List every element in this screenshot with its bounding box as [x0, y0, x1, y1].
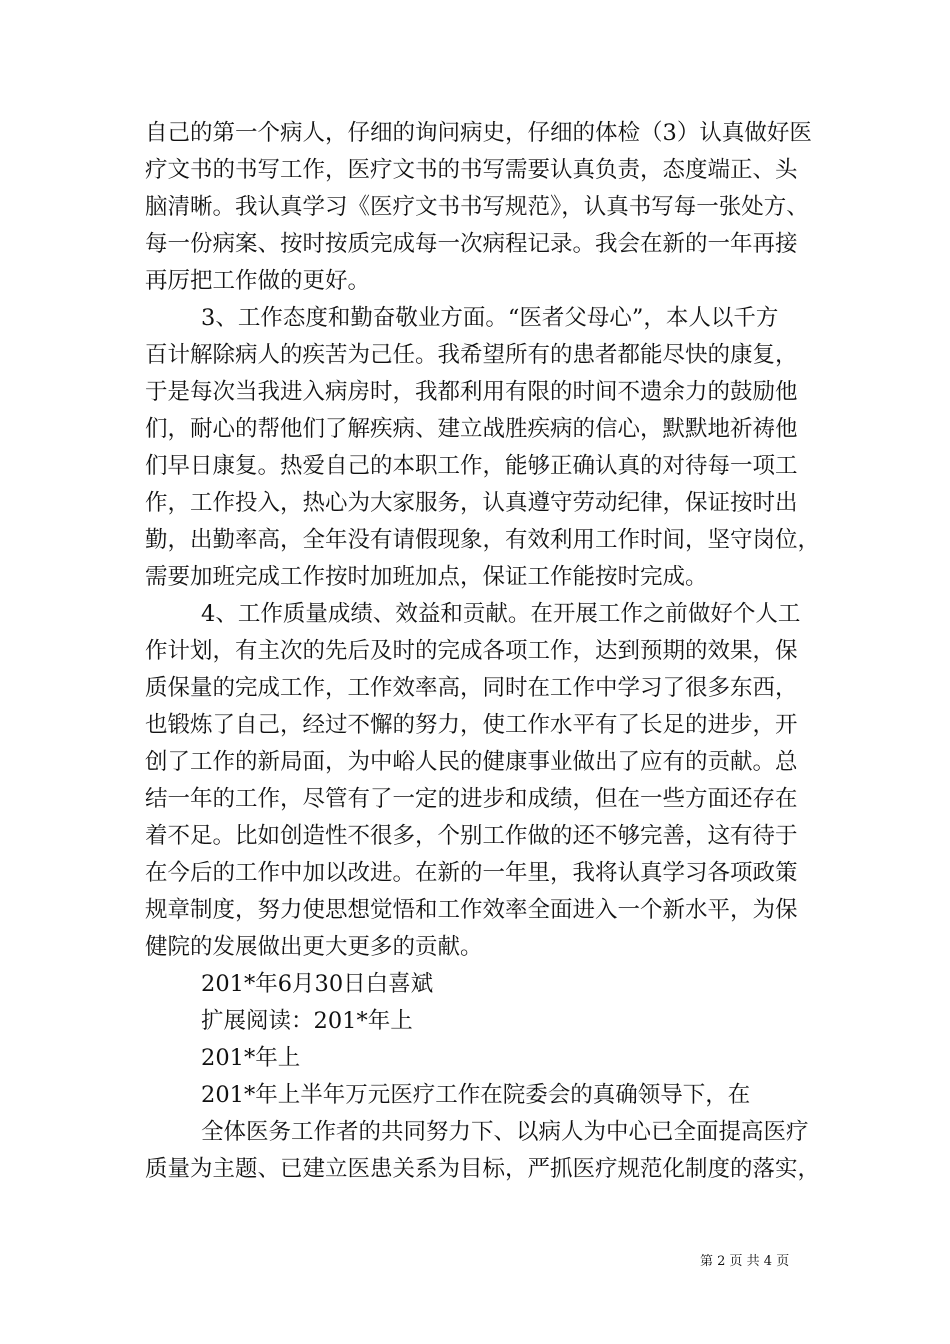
text-line: 百计解除病人的疾苦为己任。我希望所有的患者都能尽快的康复，: [145, 342, 798, 368]
text-line: 着不足。比如创造性不很多，个别工作做的还不够完善，这有待于: [145, 823, 798, 849]
text-line: 自己的第一个病人，仔细的询问病史，仔细的体检（3）认真做好医: [145, 120, 812, 146]
text-line: 在今后的工作中加以改进。在新的一年里，我将认真学习各项政策: [145, 860, 798, 886]
text-line: 结一年的工作，尽管有了一定的进步和成绩，但在一些方面还存在: [145, 786, 798, 812]
text-line: 疗文书的书写工作，医疗文书的书写需要认真负责，态度端正、头: [145, 157, 798, 183]
text-line: 需要加班完成工作按时加班加点，保证工作能按时完成。: [145, 564, 708, 590]
text-line: 们，耐心的帮他们了解疾病、建立战胜疾病的信心，默默地祈祷他: [145, 416, 798, 442]
text-line: 于是每次当我进入病房时，我都利用有限的时间不遗余力的鼓励他: [145, 379, 798, 405]
text-line: 201*年上半年万元医疗工作在院委会的真确领导下，在: [201, 1082, 751, 1108]
text-line: 再厉把工作做的更好。: [145, 268, 371, 294]
text-line: 全体医务工作者的共同努力下、以病人为中心已全面提高医疗: [201, 1119, 809, 1145]
text-line: 质保量的完成工作，工作效率高，同时在工作中学习了很多东西，: [145, 675, 798, 701]
text-line: 每一份病案、按时按质完成每一次病程记录。我会在新的一年再接: [145, 231, 798, 257]
text-line: 健院的发展做出更大更多的贡献。: [145, 934, 483, 960]
text-line: 4、工作质量成绩、效益和贡献。在开展工作之前做好个人工: [201, 601, 801, 627]
text-line: 勤，出勤率高，全年没有请假现象，有效利用工作时间，坚守岗位，: [145, 527, 821, 553]
text-line: 作，工作投入，热心为大家服务，认真遵守劳动纪律，保证按时出: [145, 490, 798, 516]
page-footer: 第 2 页 共 4 页: [700, 1254, 790, 1269]
date-signature-line: 201*年6月30日白喜斌: [201, 971, 434, 997]
document-body: [145, 115, 825, 1188]
text-line: 脑清晰。我认真学习《医疗文书书写规范》，认真书写每一张处方、: [145, 194, 809, 220]
text-line: 3、工作态度和勤奋敬业方面。“医者父母心”，本人以千方: [201, 305, 779, 331]
text-line: 质量为主题、已建立医患关系为目标，严抓医疗规范化制度的落实，: [145, 1156, 821, 1182]
section-heading-line: 201*年上: [201, 1045, 301, 1071]
text-line: 也锻炼了自己，经过不懈的努力，使工作水平有了长足的进步，开: [145, 712, 798, 738]
text-line: 规章制度，努力使思想觉悟和工作效率全面进入一个新水平，为保: [145, 897, 798, 923]
extended-reading-line: 扩展阅读：201*年上: [201, 1008, 413, 1034]
text-line: 们早日康复。热爱自己的本职工作，能够正确认真的对待每一项工: [145, 453, 798, 479]
text-line: 作计划，有主次的先后及时的完成各项工作，达到预期的效果，保: [145, 638, 798, 664]
text-line: 创了工作的新局面，为中峪人民的健康事业做出了应有的贡献。总: [145, 749, 798, 775]
